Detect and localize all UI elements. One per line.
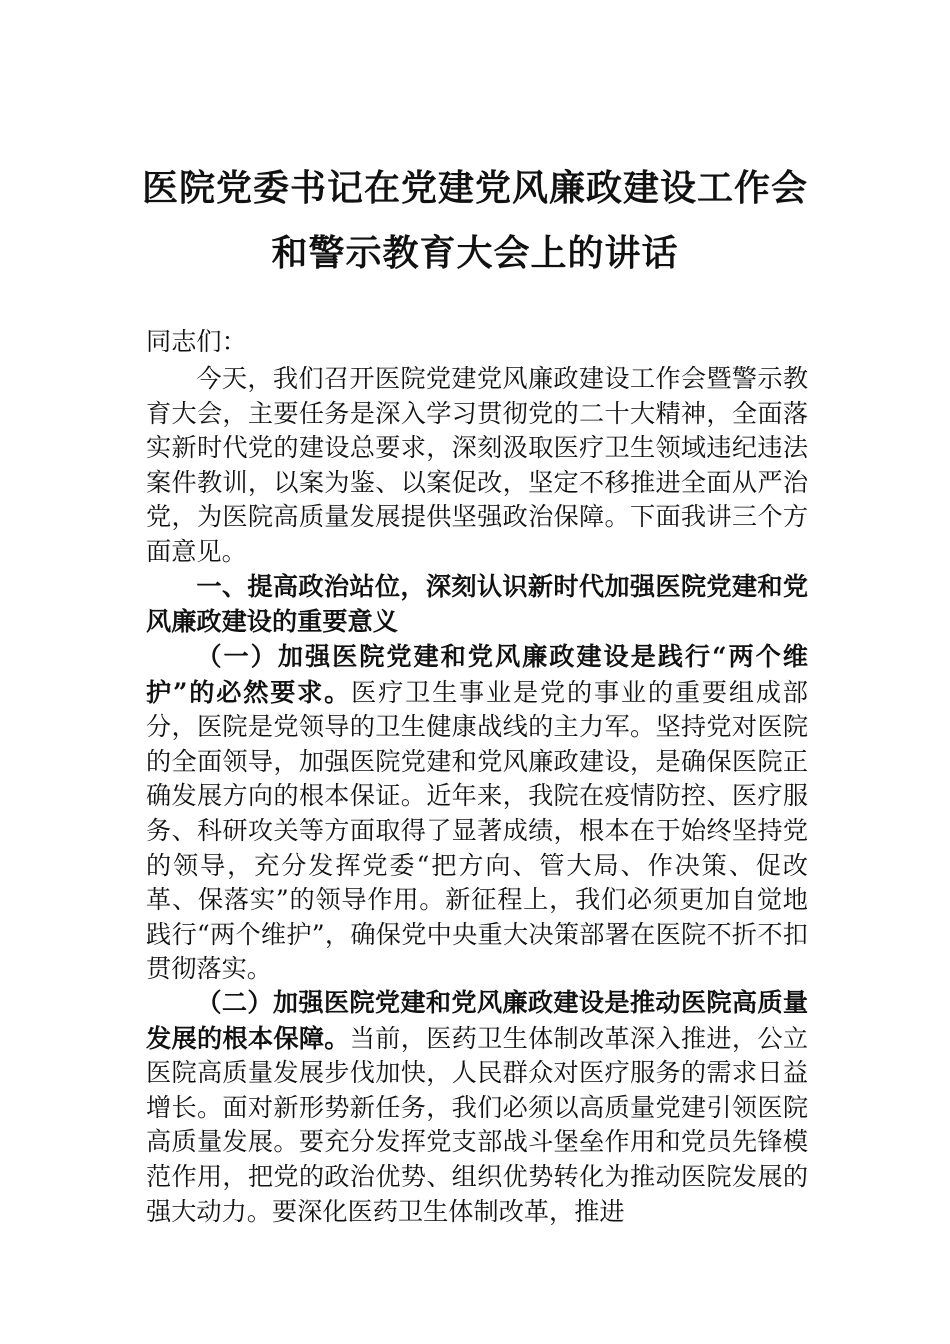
subsection-1-paragraph [146,639,808,987]
subsection-2-lead: （二）加强医院党建和党风廉政建设是推动医院高质量发展的根本保障。 [146,987,808,1053]
document-title-line-2: 和警示教育大会上的讲话 [271,232,679,274]
subsection-1-body: 医疗卫生事业是党的事业的重要组成部分，医院是党领导的卫生健康战线的主力军。坚持党对医院的全面领导，加强医院党建和党风廉政建设，是确保医院正确发展方向的根本保证。近年来，我院在疫情防控、医疗服务、科研攻关等方面取得了显著成绩，根本在于始终坚持党的领导，充分发挥党委“把方向、管大局、作决策、促改革、保落实”的领导作用。新征程上，我们必须更加自觉地践行“两个维护”，确保党中央重大决策部署在医院不折不扣贯彻落实。 [146,677,808,984]
subsection-2-paragraph [146,985,808,1229]
opening-paragraph: 今天，我们召开医院党建党风廉政建设工作会暨警示教育大会，主要任务是深入学习贯彻党的二十大精神，全面落实新时代党的建设总要求，深刻汲取医疗卫生领域违纪违法案件教训，以案为鉴、以案促改，坚定不移推进全面从严治党，为医院高质量发展提供坚强政治保障。下面我讲三个方面意见。 [146,364,808,566]
subsection-1-lead: （一）加强医院党建和党风廉政建设是践行“两个维护”的必然要求。 [146,641,808,707]
document-title-line-1: 医院党委书记在党建党风廉政建设工作会 [141,167,808,209]
greeting: 同志们： [146,327,247,356]
section-heading-1: 一、提高政治站位，深刻认识新时代加强医院党建和党风廉政建设的重要意义 [146,572,808,636]
subsection-2-body: 当前，医药卫生体制改革深入推进，公立医院高质量发展步伐加快，人民群众对医疗服务的需求日益增长。面对新形势新任务，我们必须以高质量党建引领医院高质量发展。要充分发挥党支部战斗堡垒作用和党员先锋模范作用，把党的政治优势、组织优势转化为推动医院发展的强大动力。要深化医药卫生体制改革，推进 [146,1023,809,1226]
